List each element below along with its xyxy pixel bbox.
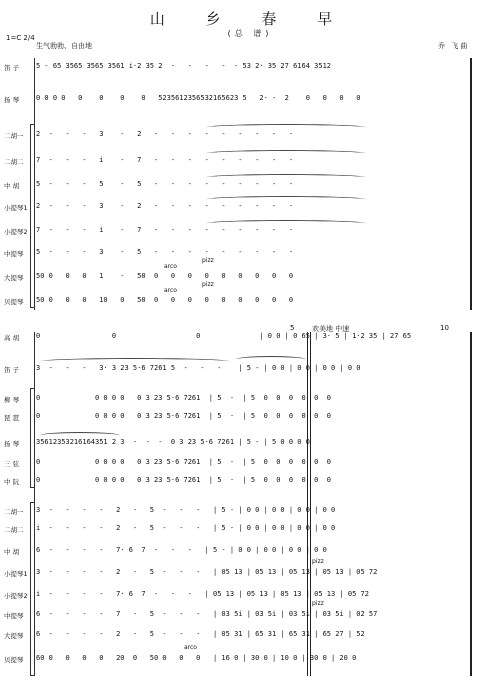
notation-line: 0 0 0 0 0 0 3 23 5·6 7261 | 5 - | 5 0 0 0 0 0 0 xyxy=(36,394,332,402)
measure-number: 5 xyxy=(290,324,295,332)
instrument-label: 小提琴1 xyxy=(4,570,28,578)
tie-slur xyxy=(206,196,366,203)
arco-marking: arco xyxy=(184,644,197,651)
instrument-label: 二胡二 xyxy=(4,526,24,534)
notation-line: 3 - - - - 2 - 5 - - - | 5 - | 0 0 | 0 0 | 0 0 | 0 0 xyxy=(36,506,336,514)
instrument-label: 小提琴2 xyxy=(4,228,28,236)
tempo-marking: 生气勃勃、自由地 xyxy=(36,42,92,50)
tempo-marking-2: 欢美地 中速 xyxy=(312,325,350,333)
instrument-row xyxy=(0,456,500,470)
notation-line: i - - - - 7· 6 7 - - - | 05 13 | 05 13 | 05 13 | 05 13 | 05 72 xyxy=(36,590,369,598)
pizz-marking: pizz xyxy=(312,600,324,607)
instrument-row xyxy=(0,566,500,580)
notation-line: 6 - - - - 7 - 5 - - - | 03 5i | 03 5i | 03 5i | 03 5i | 02 57 xyxy=(36,610,378,618)
instrument-label: 中 胡 xyxy=(4,548,20,556)
arco-marking: arco xyxy=(164,263,177,270)
instrument-label: 贝提琴 xyxy=(4,656,24,664)
instrument-row xyxy=(0,392,500,406)
score-title: 山 乡 春 早 xyxy=(149,10,351,28)
key-signature: 1=C 2/4 xyxy=(6,34,35,42)
tie-slur xyxy=(40,432,120,439)
instrument-row xyxy=(0,474,500,488)
instrument-row xyxy=(0,270,500,284)
instrument-label: 二胡二 xyxy=(4,158,24,166)
notation-line: 50 0 0 0 1 - 50 0 0 0 0 0 0 0 0 0 xyxy=(36,272,294,280)
measure-number: 10 xyxy=(440,324,449,332)
instrument-row xyxy=(0,294,500,308)
instrument-row xyxy=(0,544,500,558)
tie-slur xyxy=(206,174,366,181)
notation-line: 2 - - - 3 - 2 - - - - - - - - - xyxy=(36,130,294,138)
pizz-marking: pizz xyxy=(312,558,324,565)
system-2 xyxy=(0,322,500,678)
notation-line: i - - - - 2 - 5 - - - | 5 - | 0 0 | 0 0 | 0 0 | 0 0 xyxy=(36,524,336,532)
instrument-label: 扬 琴 xyxy=(4,440,20,448)
instrument-label: 高 胡 xyxy=(4,334,20,342)
instrument-label: 扬 琴 xyxy=(4,96,20,104)
instrument-label: 二胡一 xyxy=(4,132,24,140)
pizz-marking: pizz xyxy=(202,257,214,264)
instrument-row xyxy=(0,588,500,602)
arco-marking: arco xyxy=(164,287,177,294)
notation-line: 60 0 0 0 0 20 0 50 0 0 0 | 16 0 | 30 0 | 10 0 | 30 0 | 20 0 xyxy=(36,654,357,662)
instrument-label: 中提琴 xyxy=(4,250,24,258)
tie-slur xyxy=(206,150,366,157)
notation-line: 3 - - - - 2 - 5 - - - | 05 13 | 05 13 | 05 13 | 05 13 | 05 72 xyxy=(36,568,378,576)
instrument-row xyxy=(0,246,500,260)
notation-line: 6 - - - - 7· 6 7 - - - | 5 - | 0 0 | 0 0 | 0 0 | 0 0 xyxy=(36,546,327,554)
notation-line: 50 0 0 0 10 0 50 0 0 0 0 0 0 0 0 0 xyxy=(36,296,294,304)
instrument-row xyxy=(0,60,500,74)
instrument-label: 贝提琴 xyxy=(4,298,24,306)
instrument-row xyxy=(0,628,500,642)
instrument-row xyxy=(0,504,500,518)
instrument-row xyxy=(0,522,500,536)
instrument-row xyxy=(0,330,500,344)
score-subtitle: (总 谱) xyxy=(227,29,273,38)
notation-line: 0 0 0 0 0 0 0 0 5235612356532165623 5 2- - 2 0 0 0 0 xyxy=(36,94,361,102)
notation-line: 0 0 0 0 0 0 3 23 5·6 7261 | 5 - | 5 0 0 0 0 0 0 xyxy=(36,476,332,484)
notation-line: 35612353216164351 2 3 - - - 0 3 23 5·6 7261 | 5 - | 5 0 0 0 0 xyxy=(36,438,310,446)
notation-line: 0 0 0 0 0 0 3 23 5·6 7261 | 5 - | 5 0 0 0 0 0 0 xyxy=(36,412,332,420)
notation-line: 5 - - - 5 - 5 - - - - - - - - - xyxy=(36,180,294,188)
instrument-label: 大提琴 xyxy=(4,274,24,282)
instrument-label: 琵 琶 xyxy=(4,414,20,422)
notation-line: 3 - - - 3· 3 23 5·6 7261 5 - - - | 5 - | 0 0 | 0 0 | 0 0 | 0 0 xyxy=(36,364,361,372)
notation-line: 6 - - - - 2 - 5 - - - | 05 31 | 65 31 | 65 31 | 65 27 | 52 xyxy=(36,630,365,638)
instrument-row xyxy=(0,652,500,666)
instrument-label: 小提琴2 xyxy=(4,592,28,600)
system-1 xyxy=(0,58,500,316)
tie-slur xyxy=(236,356,306,363)
composer-credit: 乔 飞曲 xyxy=(438,42,470,50)
tie-slur xyxy=(206,124,366,131)
instrument-label: 笛 子 xyxy=(4,64,20,72)
notation-line: 5 - - - 3 - 5 - - - - - - - - - xyxy=(36,248,294,256)
instrument-label: 二胡一 xyxy=(4,508,24,516)
instrument-label: 三 弦 xyxy=(4,460,20,468)
instrument-row xyxy=(0,608,500,622)
instrument-label: 小提琴1 xyxy=(4,204,28,212)
instrument-label: 中 阮 xyxy=(4,478,20,486)
notation-line: 2 - - - 3 - 2 - - - - - - - - - xyxy=(36,202,294,210)
pizz-marking: pizz xyxy=(202,281,214,288)
instrument-label: 柳 琴 xyxy=(4,396,20,404)
tie-slur xyxy=(40,358,230,365)
notation-line: 7 - - - i - 7 - - - - - - - - - xyxy=(36,156,294,164)
notation-line: 0 0 0 | 0 0 | 0 65 | 3· 5 | 1·2 35 | 27 65 xyxy=(36,332,412,340)
instrument-label: 中提琴 xyxy=(4,612,24,620)
notation-line: 5 - 65 3565 3565 3561 i·2 35 2 - - - - - 53 2· 35 27 6164 3512 xyxy=(36,62,332,70)
instrument-row xyxy=(0,410,500,424)
instrument-label: 中 胡 xyxy=(4,182,20,190)
notation-line: 0 0 0 0 0 0 3 23 5·6 7261 | 5 - | 5 0 0 0 0 0 0 xyxy=(36,458,332,466)
tie-slur xyxy=(206,220,366,227)
instrument-label: 笛 子 xyxy=(4,366,20,374)
notation-line: 7 - - - i - 7 - - - - - - - - - xyxy=(36,226,294,234)
instrument-row xyxy=(0,92,500,106)
instrument-label: 大提琴 xyxy=(4,632,24,640)
